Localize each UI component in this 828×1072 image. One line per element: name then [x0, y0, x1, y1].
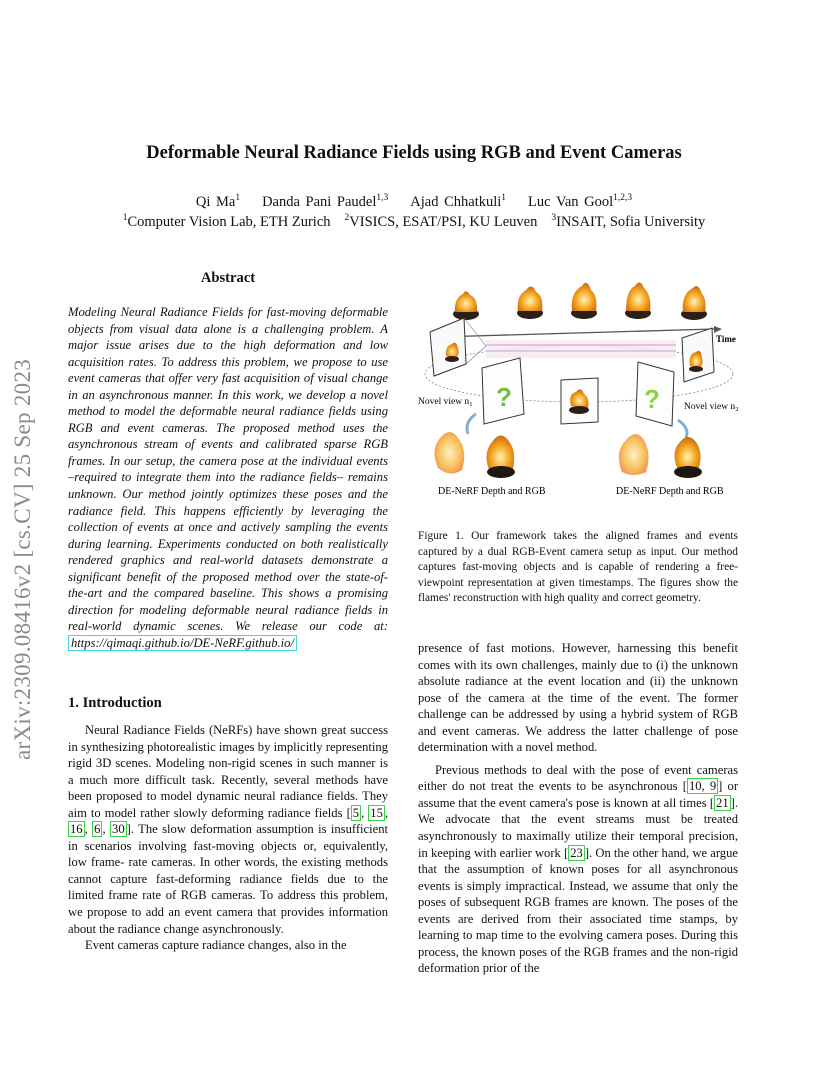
- novel-view-frame-2: [636, 362, 674, 426]
- paragraph: presence of fast motions. However, harnessing this benefit comes with its own challenges, mainly due to (i) the unknown absolute radiance at the event location and (ii) the unknown pose of the camera at the time of the event. The former challenge can be addressed by using a hybrid system of RGB and event cameras. We address the latter challenge of pose determination with a novel method.: [418, 641, 738, 755]
- author-sup: 1,2,3: [613, 193, 633, 203]
- camera-frame-left: [430, 318, 486, 376]
- author-name: Danda Pani Paudel: [262, 193, 377, 210]
- right-column-body: [418, 640, 738, 977]
- citation-link[interactable]: 30: [112, 822, 125, 837]
- code-link[interactable]: https://qimaqi.github.io/DE-NeRF.github.io/: [68, 635, 297, 651]
- author-name: Luc Van Gool: [528, 193, 614, 210]
- output-label-right: DE-NeRF Depth and RGB: [616, 486, 724, 497]
- center-frame: [561, 378, 598, 424]
- novel-view-frame-1: [482, 358, 524, 424]
- top-frames: [453, 282, 707, 320]
- citation-link[interactable]: 10, 9: [688, 779, 717, 794]
- author-sup: 1,3: [376, 193, 389, 203]
- novel-view-label-2: Novel view $n_2$: [684, 402, 739, 413]
- arxiv-stamp: arXiv:2309.08416v2 [cs.CV] 25 Sep 2023: [10, 358, 35, 760]
- author-list: [0, 193, 828, 211]
- paragraph: Neural Radiance Fields (NeRFs) have shown great success in synthesizing photorealistic images by implicitly representing rigid 3D scenes. Modeling non-rigid scenes in such manner is a much more difficult task. Recently, several methods have been proposed to model dynamic neural radiance fields. They aim to model rather slowly deforming radiance fields [ 5 , 15 , 16 , 6 , 30 ]. The slow deformation assumption is insufficient in scenarios involving fast-moving objects or, equivalently, low frame- rate cameras. In other words, the existing methods cannot capture fast-deforming radiance fields due to the limited frame rate of RGB cameras. To address this problem, we propose to add an event camera that provides information about the radiance change asynchronously.: [68, 723, 389, 936]
- author-sup: 1: [501, 193, 507, 203]
- novel-view-label-1: Novel view $n_1$: [418, 397, 473, 408]
- arrow-right-icon: [678, 420, 687, 438]
- time-label: Time: [716, 334, 736, 344]
- arrow-left-icon: [467, 414, 476, 434]
- introduction-body: [68, 722, 388, 954]
- paragraph: Previous methods to deal with the pose of event cameras either do not treat the events to be asynchronous [ 10, 9 ] or assume that the event camera's pose is known at all times [ 21 ]. We advocate that the event streams must be treated asynchronously to maximally utilize their temporal precision, in keeping with earlier work [ 23 ]. On the other hand, we argue that the assumption of known poses for all asynchronous events is simply impractical. Instead, we assume that only the poses of subsequent RGB frames are known. The poses of the events are derived from their associated time stamps, by learning to map time to the evolving camera poses. During this process, the known poses of the RGB frames and the non-rigid deformation prior of the: [418, 762, 739, 976]
- output-right: [619, 434, 702, 478]
- time-axis: [438, 329, 714, 337]
- output-label-left: DE-NeRF Depth and RGB: [438, 486, 546, 497]
- affil-sup: 3: [551, 213, 557, 223]
- affiliation: Computer Vision Lab, ETH Zurich: [127, 213, 331, 230]
- svg-text:?: ?: [644, 384, 660, 414]
- citation-link[interactable]: 15: [370, 805, 383, 820]
- affil-sup: 2: [344, 213, 350, 223]
- affiliation-list: [0, 213, 828, 231]
- citation-link[interactable]: 6: [94, 822, 101, 837]
- figure-caption: Figure 1. Our framework takes the aligned frames and events captured by a dual RGB-Event camera setup as input. Our method captures fast-moving objects and is capable of rendering a free-viewpoint representation at given timestamps. The figures show the flames' reconstruction with high quality and correct geometry.: [418, 530, 738, 605]
- camera-frame-right: [682, 328, 714, 382]
- affiliation: INSAIT, Sofia University: [556, 213, 706, 230]
- author-sup: 1: [235, 193, 241, 203]
- author-name: Ajad Chhatkuli: [410, 193, 502, 210]
- citation-link[interactable]: 16: [70, 822, 83, 837]
- affiliation: VISICS, ESAT/PSI, KU Leuven: [349, 213, 538, 230]
- citation-link[interactable]: 23: [570, 845, 583, 860]
- author-name: Qi Ma: [195, 193, 236, 210]
- event-stream: [486, 340, 676, 358]
- affil-sup: 1: [122, 213, 128, 223]
- citation-link[interactable]: 5: [352, 805, 360, 820]
- abstract-text: Modeling Neural Radiance Fields for fast-moving deformable objects from visual data alone is a challenging problem. A major issue arises due to the high deformation and low acquisition rates. To address this problem, we propose to use event cameras that offer very fast acquisition of visual change in an asynchronous manner. In this work, we develop a novel method to model the deformable neural radiance fields using RGB and event cameras. The proposed method uses the asynchronous stream of events and calibrated sparse RGB frames. In our setup, the camera pose at the individual events –required to integrate them into the radiance fields– remains unknown. Our method jointly optimizes these poses and the radiance field. This happens efficiently by leveraging the collection of events at once and actively sampling the events during learning. Experiments conducted on both realistically rendered graphics and real-world datasets demonstrate a significant benefit of the proposed method over the state-of-the-art and the compared baseline. This shows a promising direction for modeling deformable neural radiance fields in real-world dynamic scenes. We release our code at:: [68, 305, 388, 634]
- svg-text:?: ?: [496, 382, 512, 412]
- citation-link[interactable]: 21: [716, 795, 729, 810]
- section-heading-introduction: 1. Introduction: [68, 695, 162, 711]
- output-left: [434, 432, 515, 478]
- abstract-heading: Abstract: [200, 270, 256, 286]
- paragraph: Event cameras capture radiance changes, also in the: [85, 938, 347, 953]
- figure-1: [416, 282, 742, 502]
- framework-diagram: [416, 282, 742, 502]
- abstract-body: [68, 304, 388, 651]
- paper-title: Deformable Neural Radiance Fields using RGB and Event Cameras: [146, 143, 682, 163]
